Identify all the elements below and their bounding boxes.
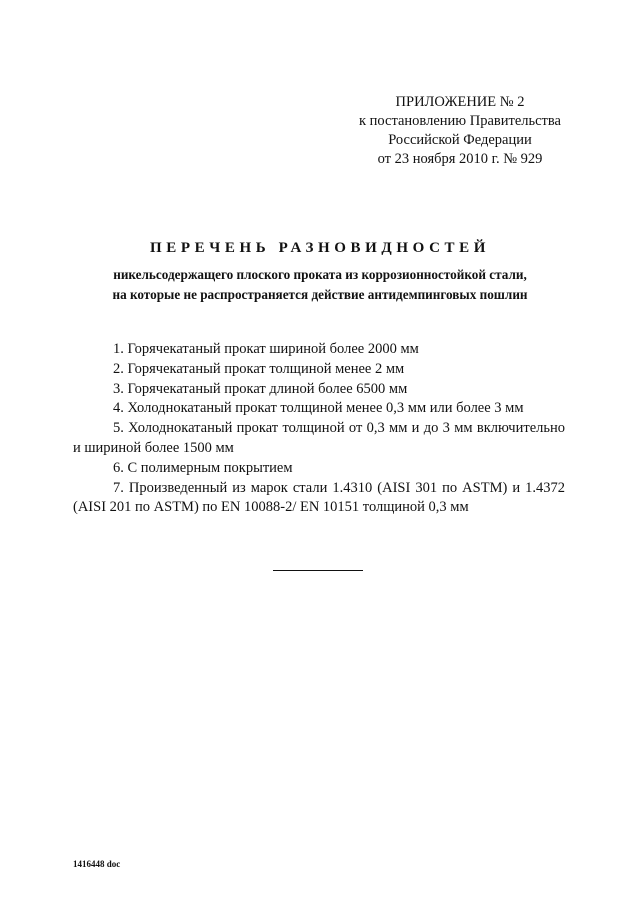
varieties-list [73,340,565,518]
list-item: 7. Произведенный из марок стали 1.4310 (AISI 301 по ASTM) и 1.4372 (AISI 201 по ASTM) по EN 10088-2/ EN 10151 толщиной 0,3 мм [73,479,565,516]
document-code: 1416448 doc [73,859,121,869]
list-item: 6. С полимерным покрытием [113,459,293,476]
list-item: 4. Холоднокатаный прокат толщиной менее 0,3 мм или более 3 мм [113,400,524,417]
subtitle-line-1: никельсодержащего плоского проката из коррозионностойкой стали, [113,267,527,282]
appendix-date-number: от 23 ноября 2010 г. № 929 [377,151,543,167]
document-subtitle [0,265,640,305]
document-title: ПЕРЕЧЕНЬ РАЗНОВИДНОСТЕЙ [150,240,490,256]
appendix-federation: Российской Федерации [388,132,532,148]
list-item: 2. Горячекатаный прокат толщиной менее 2 мм [113,360,405,377]
subtitle-line-2: на которые не распространяется действие антидемпинговых пошлин [112,287,528,302]
appendix-to-resolution: к постановлению Правительства [359,113,561,129]
list-item: 3. Горячекатаный прокат длиной более 6500 мм [113,380,408,397]
appendix-number: ПРИЛОЖЕНИЕ № 2 [395,94,525,110]
list-item: 1. Горячекатаный прокат шириной более 2000 мм [113,341,419,357]
closing-rule [273,570,363,571]
appendix-header [340,93,580,169]
list-item: 5. Холоднокатаный прокат толщиной от 0,3 мм и до 3 мм включительно и шириной более 1500 мм [73,420,565,456]
